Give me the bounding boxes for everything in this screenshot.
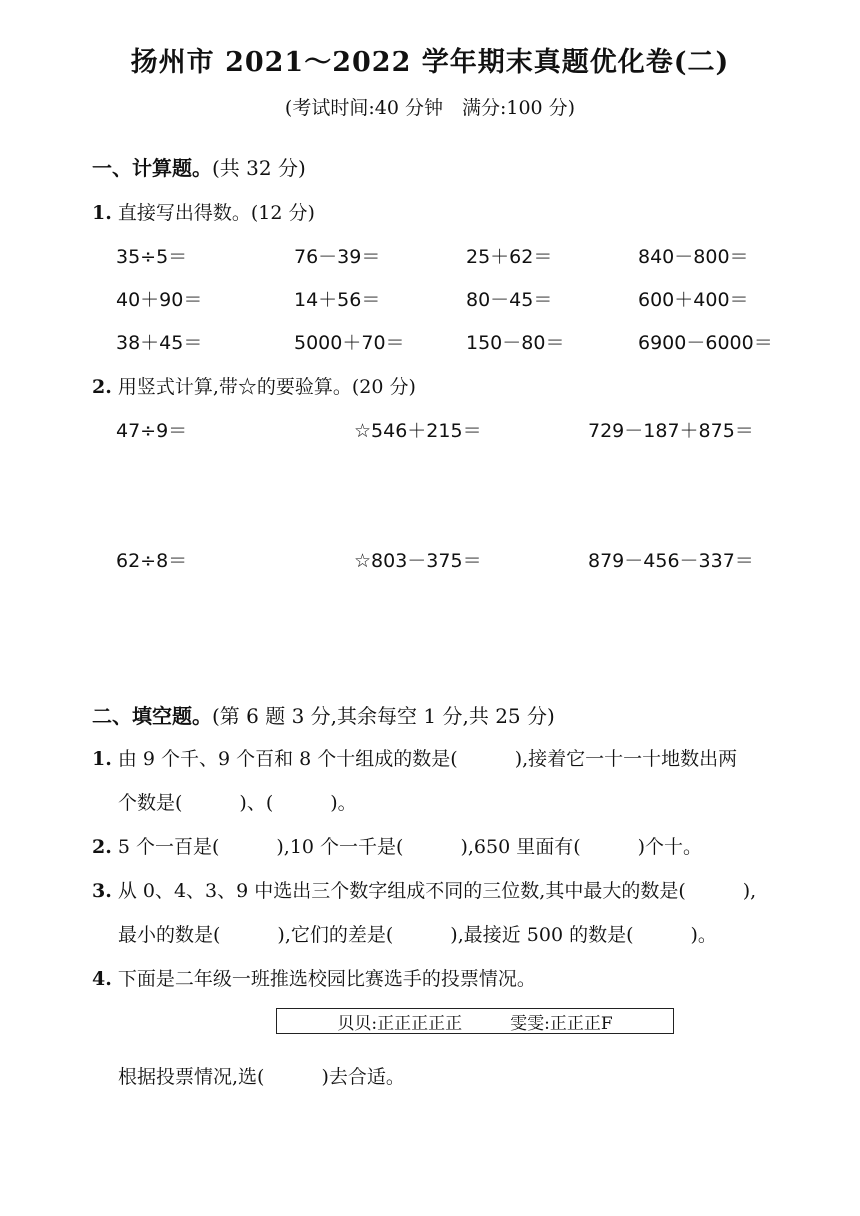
calc-item: 150－80＝ <box>466 332 565 354</box>
question-1-2 <box>92 372 416 399</box>
question-text: 由 9 个千、9 个百和 8 个十组成的数是( ),接着它一十一十地数出两 <box>117 748 738 770</box>
question-text: 用竖式计算,带☆的要验算。(20 分) <box>117 376 416 398</box>
section-heading-1 <box>92 152 306 181</box>
vertical-calc-item: 729－187＋875＝ <box>588 420 754 442</box>
question-text: 从 0、4、3、9 中选出三个数字组成不同的三位数,其中最大的数是( ), <box>117 880 757 902</box>
question-text: 5 个一百是( ),10 个一千是( ),650 里面有( )个十。 <box>117 836 703 858</box>
calc-item: 76－39＝ <box>294 246 381 268</box>
question-2-2 <box>92 832 702 859</box>
question-number: 3. <box>92 880 112 902</box>
question-number: 2. <box>92 376 112 398</box>
vertical-calc-item: 47÷9＝ <box>116 420 188 442</box>
vertical-calc-item: ☆546＋215＝ <box>354 420 482 442</box>
question-2-3-cont: 最小的数是( ),它们的差是( ),最接近 500 的数是( )。 <box>118 924 717 946</box>
question-text: 下面是二年级一班推选校园比赛选手的投票情况。 <box>117 968 536 990</box>
question-number: 4. <box>92 968 112 990</box>
question-number: 1. <box>92 748 112 770</box>
question-2-1 <box>92 744 737 771</box>
calc-item: 6900－6000＝ <box>638 332 773 354</box>
question-2-4 <box>92 964 536 991</box>
section-note: (第 6 题 3 分,其余每空 1 分,共 25 分) <box>212 704 555 728</box>
question-2-1-cont: 个数是( )、( )。 <box>118 792 357 814</box>
exam-info: (考试时间:40 分钟 满分:100 分) <box>284 97 576 119</box>
section-title: 二、填空题。 <box>92 704 212 728</box>
vertical-calc-item: 879－456－337＝ <box>588 550 754 572</box>
question-number: 1. <box>92 202 112 224</box>
calc-item: 5000＋70＝ <box>294 332 405 354</box>
tally-beibei: 贝贝:正正正正正 <box>337 1013 463 1034</box>
calc-item: 40＋90＝ <box>116 289 203 311</box>
calc-item: 25＋62＝ <box>466 246 553 268</box>
section-title: 一、计算题。 <box>92 156 212 180</box>
calc-item: 14＋56＝ <box>294 289 381 311</box>
question-2-3 <box>92 876 756 903</box>
question-2-4-cont: 根据投票情况,选( )去合适。 <box>118 1066 405 1088</box>
tally-wenwen: 雯雯:正正正F <box>510 1013 613 1034</box>
calc-item: 38＋45＝ <box>116 332 203 354</box>
vertical-calc-item: ☆803－375＝ <box>354 550 482 572</box>
question-1-1 <box>92 198 315 225</box>
section-heading-2 <box>92 700 555 729</box>
section-note: (共 32 分) <box>212 156 306 180</box>
question-number: 2. <box>92 836 112 858</box>
vertical-calc-item: 62÷8＝ <box>116 550 188 572</box>
calc-item: 80－45＝ <box>466 289 553 311</box>
page-title: 扬州市 2021～2022 学年期末真题优化卷(二) <box>130 47 730 78</box>
question-text: 直接写出得数。(12 分) <box>117 202 315 224</box>
calc-item: 840－800＝ <box>638 246 749 268</box>
vote-tally-box <box>276 1008 674 1034</box>
calc-item: 600＋400＝ <box>638 289 749 311</box>
calc-item: 35÷5＝ <box>116 246 188 268</box>
